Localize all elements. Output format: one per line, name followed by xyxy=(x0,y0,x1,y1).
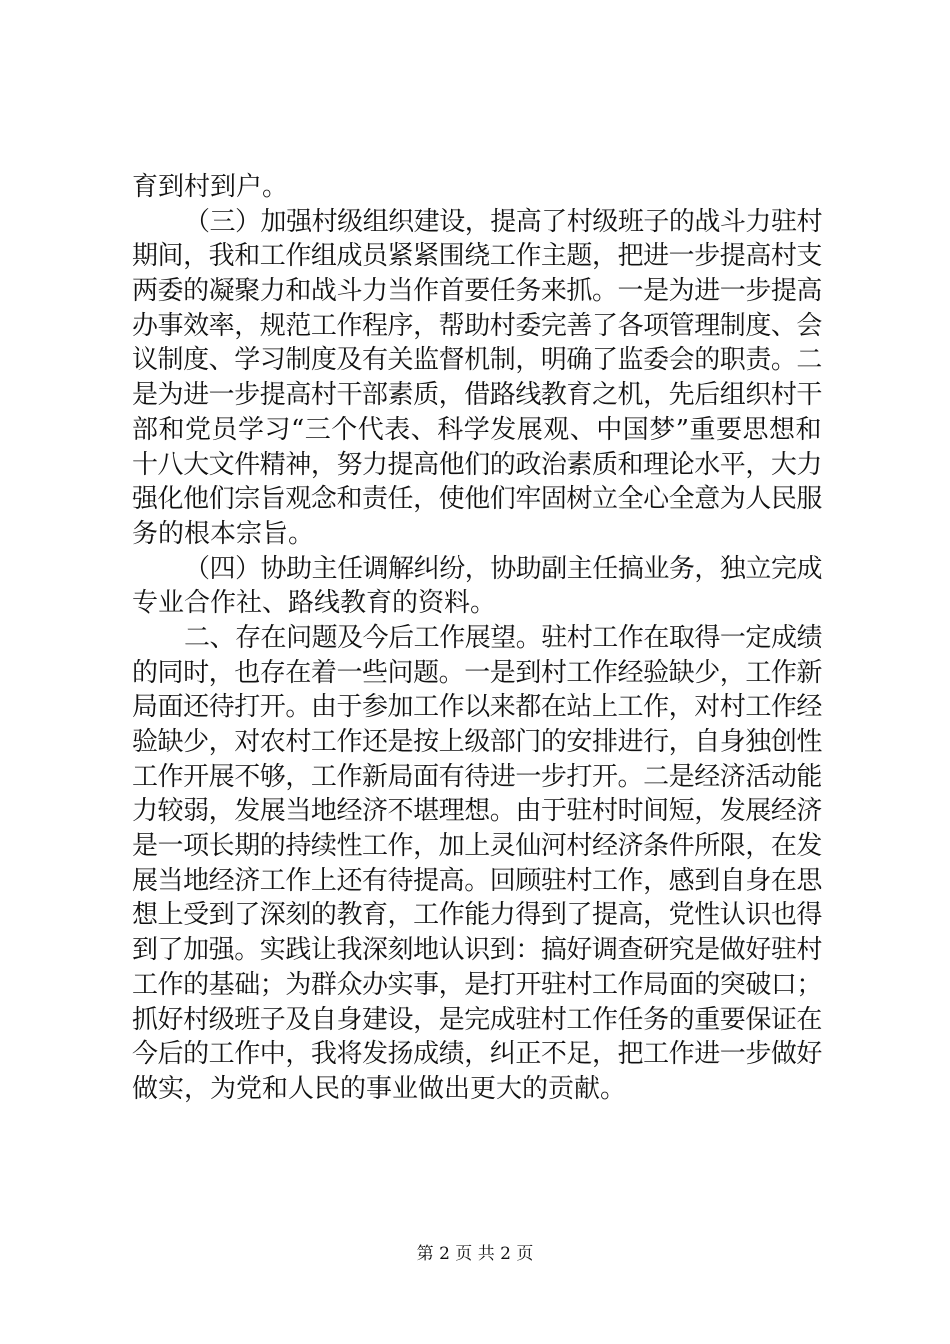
text-line: 强化他们宗旨观念和责任，使他们牢固树立全心全意为人民服 xyxy=(132,484,822,515)
text-line: 办事效率，规范工作程序，帮助村委完善了各项管理制度、会 xyxy=(132,310,822,341)
text-line: 今后的工作中，我将发扬成绩，纠正不足，把工作进一步做好 xyxy=(132,1039,822,1070)
document-body xyxy=(132,170,832,1107)
text-line: 务的根本宗旨。 xyxy=(132,518,315,549)
text-line: 议制度、学习制度及有关监督机制，明确了监委会的职责。二 xyxy=(132,345,822,376)
text-line: 展当地经济工作上还有待提高。回顾驻村工作，感到自身在思 xyxy=(132,865,822,896)
text-line: 想上受到了深刻的教育，工作能力得到了提高，党性认识也得 xyxy=(132,900,822,931)
text-line: 二、存在问题及今后工作展望。驻村工作在取得一定成绩 xyxy=(184,622,822,653)
text-line: 部和党员学习“三个代表、科学发展观、中国梦”重要思想和 xyxy=(132,414,822,445)
text-line: 抓好村级班子及自身建设，是完成驻村工作任务的重要保证在 xyxy=(132,1004,822,1035)
text-line: 工作开展不够，工作新局面有待进一步打开。二是经济活动能 xyxy=(132,761,822,792)
page-footer: 第 2 页 共 2 页 xyxy=(416,1244,534,1264)
text-line: （四）协助主任调解纠纷，协助副主任搞业务，独立完成 xyxy=(184,553,822,584)
text-line: 做实，为党和人民的事业做出更大的贡献。 xyxy=(132,1073,627,1104)
text-line: 验缺少，对农村工作还是按上级部门的安排进行，自身独创性 xyxy=(132,727,822,757)
text-line: 是为进一步提高村干部素质，借路线教育之机，先后组织村干 xyxy=(132,380,822,411)
text-line: 工作的基础；为群众办实事，是打开驻村工作局面的突破口； xyxy=(132,969,822,1000)
text-line: （三）加强村级组织建设，提高了村级班子的战斗力驻村 xyxy=(184,206,822,237)
text-line: 到了加强。实践让我深刻地认识到：搞好调查研究是做好驻村 xyxy=(132,935,822,966)
text-line: 的同时，也存在着一些问题。一是到村工作经验缺少，工作新 xyxy=(132,657,822,688)
text-line: 专业合作社、路线教育的资料。 xyxy=(132,588,497,619)
text-line: 两委的凝聚力和战斗力当作首要任务来抓。一是为进一步提高 xyxy=(132,276,822,307)
text-line: 期间，我和工作组成员紧紧围绕工作主题，把进一步提高村支 xyxy=(132,241,822,272)
text-line: 十八大文件精神，努力提高他们的政治素质和理论水平，大力 xyxy=(132,449,822,480)
text-line: 局面还待打开。由于参加工作以来都在站上工作，对村工作经 xyxy=(132,692,822,723)
text-line: 是一项长期的持续性工作，加上灵仙河村经济条件所限，在发 xyxy=(132,831,822,862)
text-line: 力较弱，发展当地经济不堪理想。由于驻村时间短，发展经济 xyxy=(132,796,822,827)
text-line: 育到村到户。 xyxy=(132,172,289,202)
